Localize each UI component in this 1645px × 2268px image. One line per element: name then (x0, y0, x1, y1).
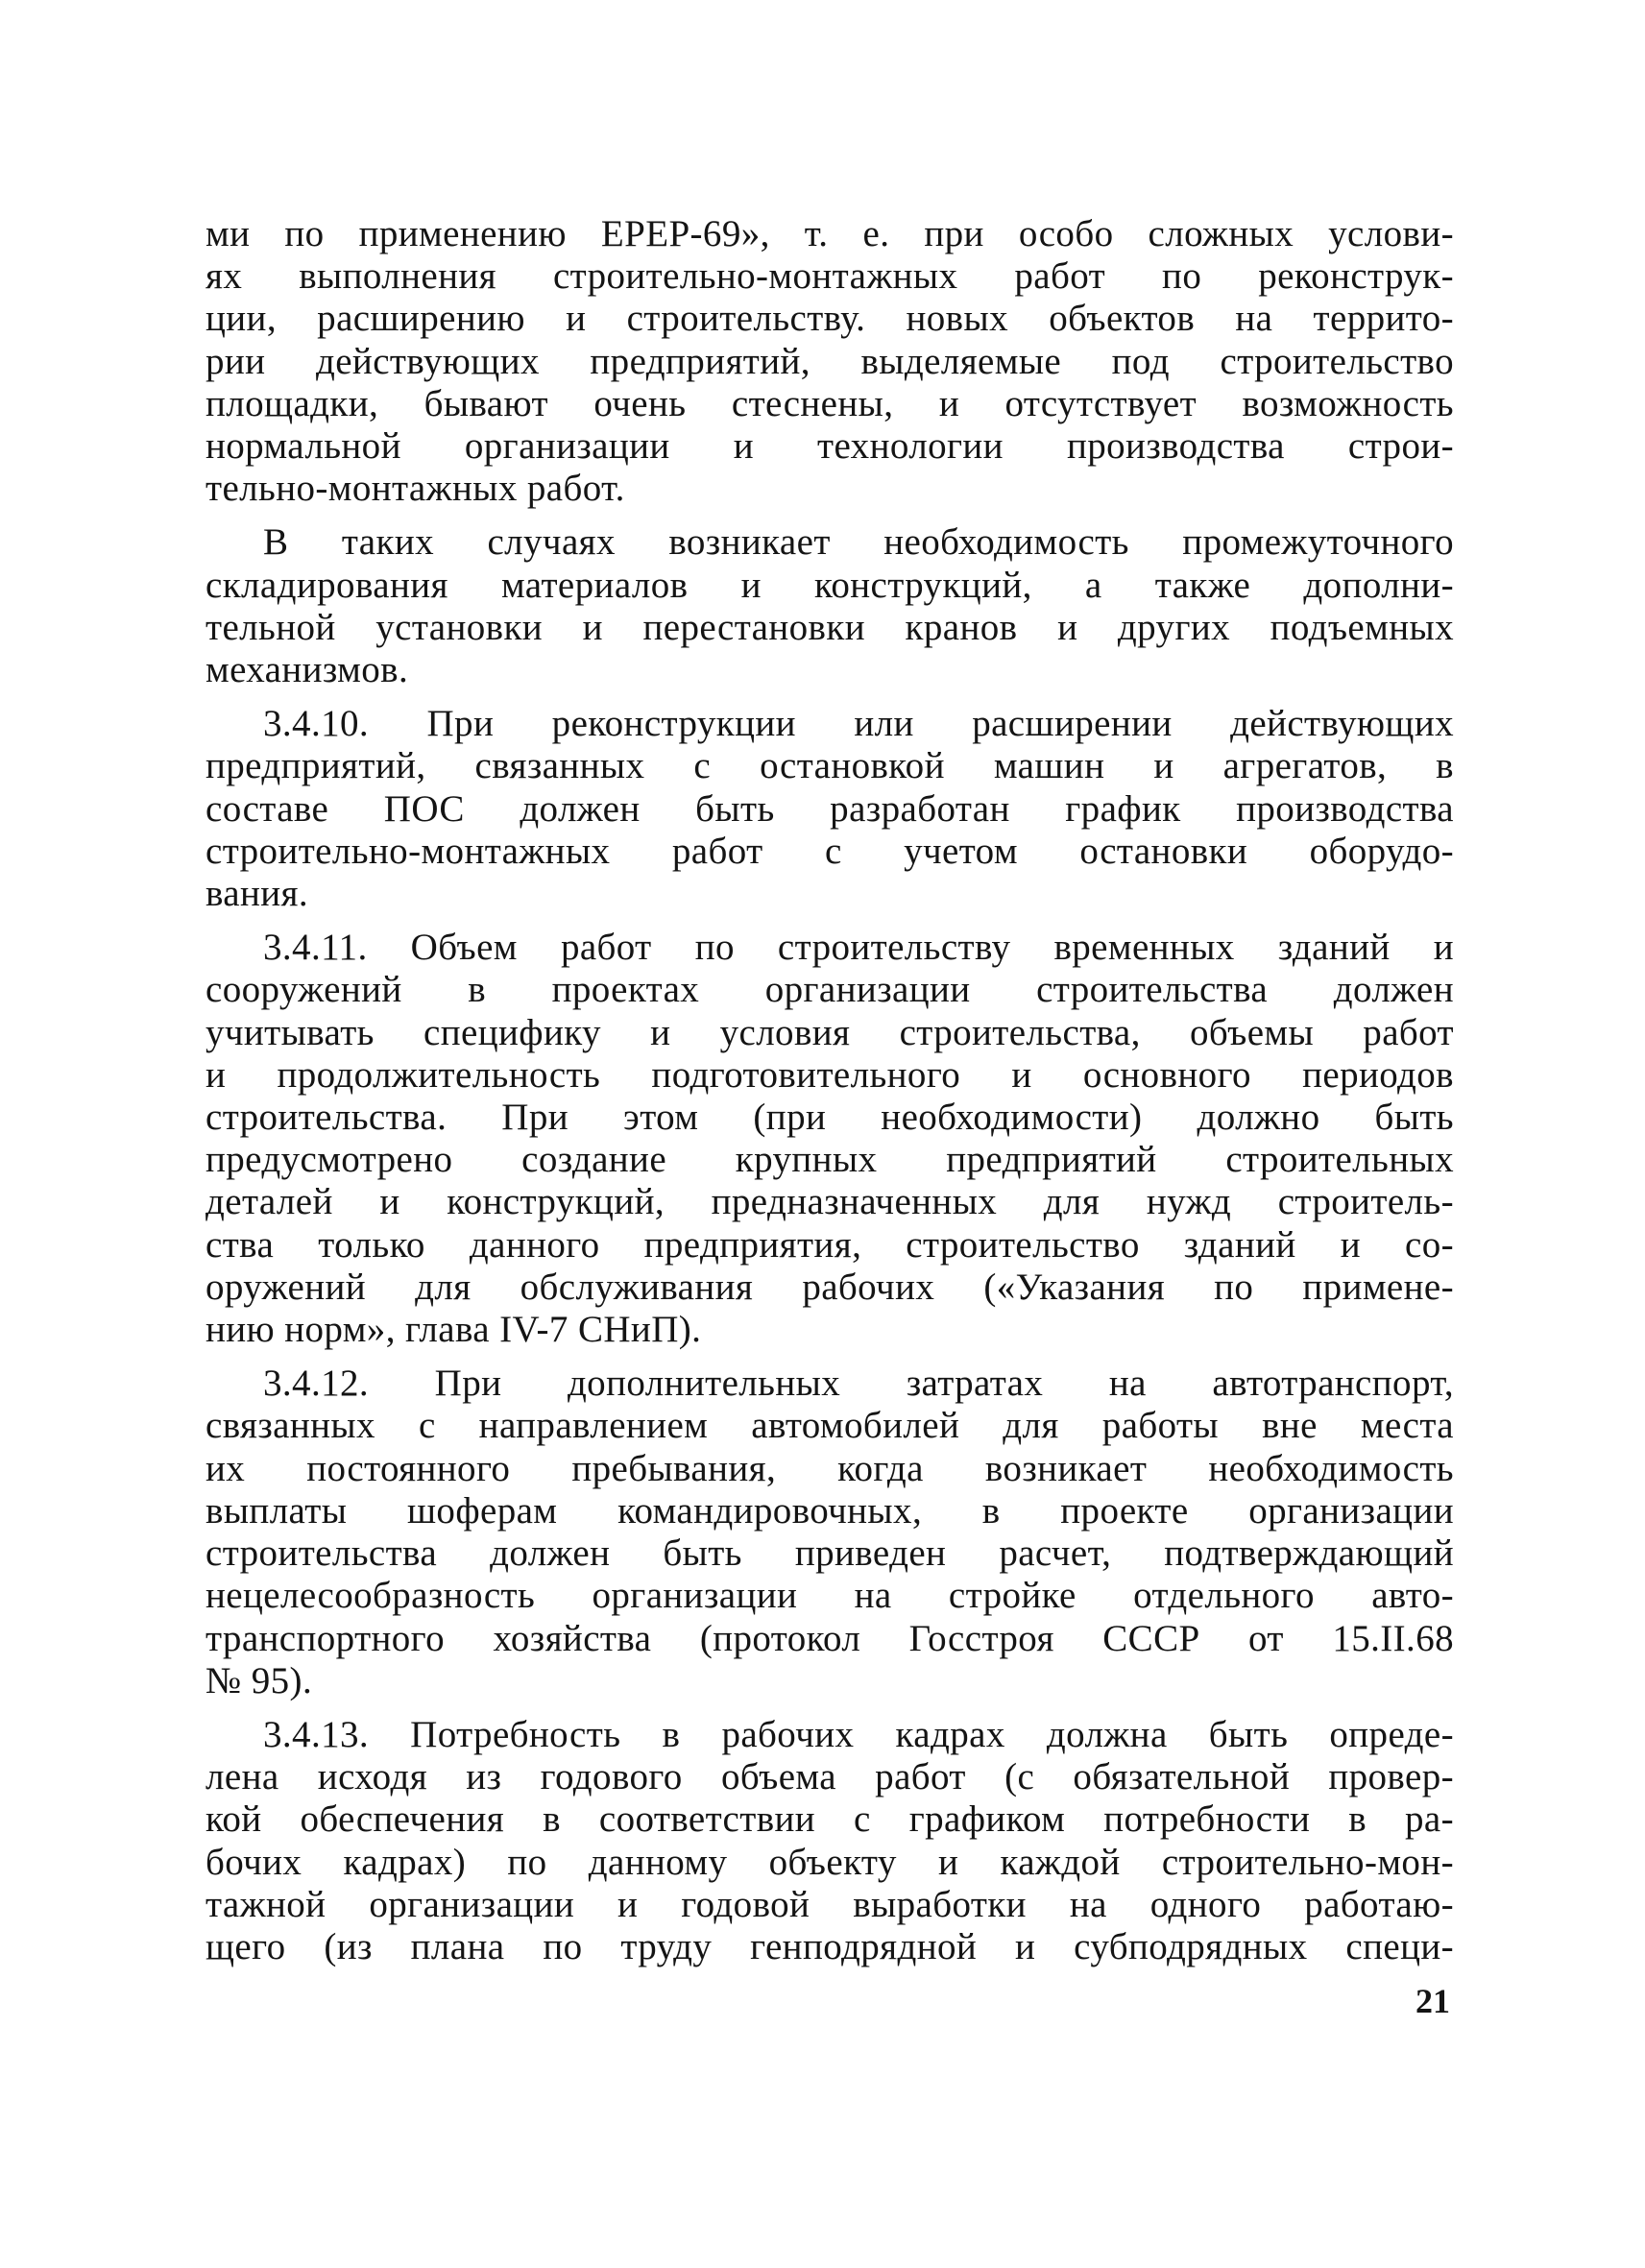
text-line: учитывать специфику и условия строительства, объемы работ (206, 1011, 1454, 1053)
text-line: вания. (206, 873, 309, 915)
text-line: ства только данного предприятия, строительство зданий и со- (206, 1223, 1454, 1266)
paragraph (206, 213, 1454, 510)
text-line: строительства. При этом (при необходимости) должно быть (206, 1097, 1454, 1139)
text-line: лена исходя из годового объема работ (с обязательной провер- (206, 1756, 1454, 1798)
text-line: ми по применению ЕРЕР-69», т. е. при особо сложных услови- (206, 213, 1454, 254)
text-line: В таких случаях возникает необходимость промежуточного (263, 521, 1454, 564)
text-line: 3.4.11. Объем работ по строительству временных зданий и (263, 927, 1454, 969)
paragraph (206, 927, 1454, 1351)
text-line: 3.4.10. При реконструкции или расширении действующих (263, 703, 1454, 745)
text-line: механизмов. (206, 649, 409, 691)
text-line: строительно-монтажных работ с учетом остановки оборудо- (206, 830, 1454, 872)
text-line: деталей и конструкций, предназначенных для нужд строитель- (206, 1181, 1454, 1223)
text-line: составе ПОС должен быть разработан график производства (206, 787, 1454, 830)
text-line: тажной организации и годовой выработки на одного работаю- (206, 1883, 1454, 1925)
text-line: 3.4.12. При дополнительных затратах на автотранспорт, (263, 1363, 1454, 1405)
text-line: площадки, бывают очень стеснены, и отсутствует возможность (206, 382, 1454, 424)
text-line: предусмотрено создание крупных предприятий строительных (206, 1139, 1454, 1181)
paragraph (206, 703, 1454, 915)
text-line: кой обеспечения в соответствии с графиком потребности в ра- (206, 1798, 1454, 1841)
text-line: нормальной организации и технологии производства строи- (206, 425, 1454, 468)
text-line: складирования материалов и конструкций, а также дополни- (206, 564, 1454, 606)
text-line: и продолжительность подготовительного и основного периодов (206, 1053, 1454, 1096)
paragraph (206, 521, 1454, 691)
text-line: 3.4.13. Потребность в рабочих кадрах должна быть опреде- (263, 1713, 1454, 1755)
text-line: бочих кадрах) по данному объекту и каждой строительно-мон- (206, 1841, 1454, 1883)
body-text (206, 213, 1454, 1980)
text-line: транспортного хозяйства (протокол Госстроя СССР от 15.II.68 (206, 1617, 1454, 1659)
text-line: тельной установки и перестановки кранов и других подъемных (206, 606, 1454, 648)
paragraph (206, 1363, 1454, 1702)
text-line: нецелесообразность организации на стройке отдельного авто- (206, 1575, 1454, 1617)
page-number: 21 (1415, 1982, 1450, 2020)
text-line: выплаты шоферам командировочных, в проекте организации (206, 1489, 1454, 1532)
text-line: их постоянного пребывания, когда возникает необходимость (206, 1447, 1454, 1489)
text-line: рии действующих предприятий, выделяемые под строительство (206, 340, 1454, 382)
text-line: ции, расширению и строительству. новых объектов на террито- (206, 298, 1454, 340)
text-line: № 95). (206, 1659, 313, 1701)
text-line: предприятий, связанных с остановкой машин и агрегатов, в (206, 745, 1454, 787)
text-line: тельно-монтажных работ. (206, 468, 625, 510)
text-line: щего (из плана по труду генподрядной и субподрядных специ- (206, 1925, 1454, 1967)
text-line: нию норм», глава IV-7 СНиП). (206, 1309, 702, 1351)
text-line: оружений для обслуживания рабочих («Указания по примене- (206, 1266, 1454, 1308)
text-line: сооружений в проектах организации строительства должен (206, 969, 1454, 1011)
text-line: строительства должен быть приведен расчет, подтверждающий (206, 1532, 1454, 1575)
text-line: ях выполнения строительно-монтажных работ по реконструк- (206, 255, 1454, 298)
paragraph (206, 1714, 1454, 1968)
text-line: связанных с направлением автомобилей для работы вне места (206, 1405, 1454, 1447)
